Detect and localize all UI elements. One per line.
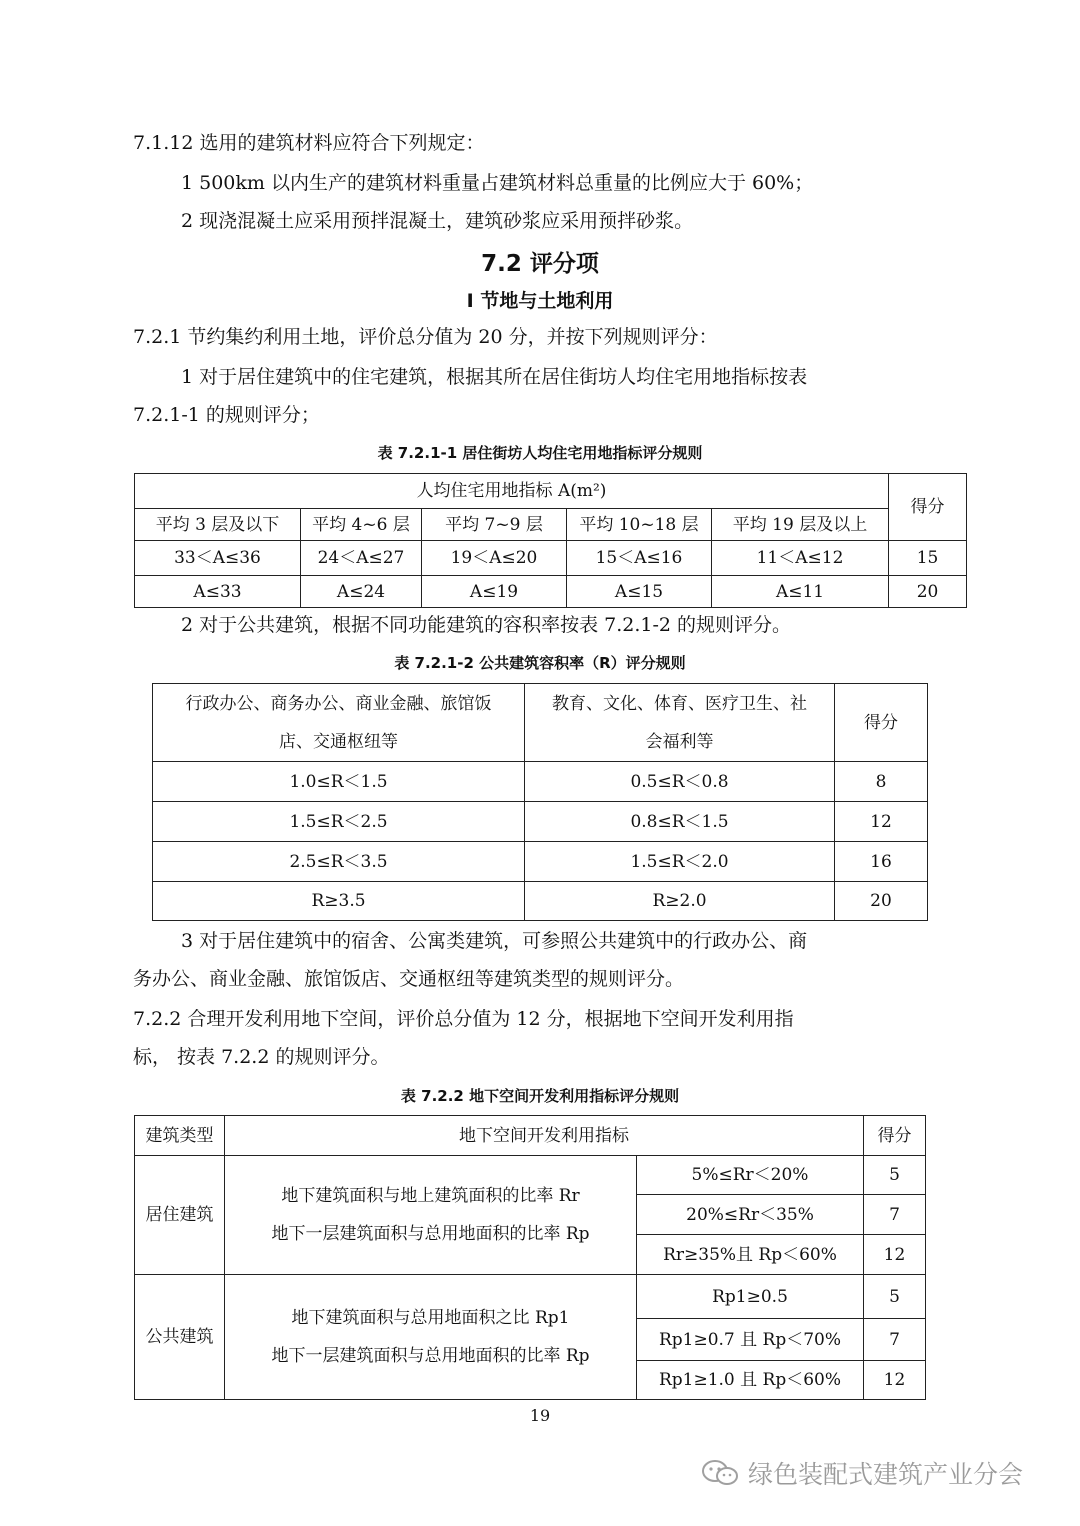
- subsection-title: Ⅰ 节地与土地利用: [466, 290, 614, 312]
- table2-score-header: 得分: [835, 684, 928, 762]
- table2-header-admin-line2: 店、交通枢纽等: [279, 731, 398, 752]
- table2-cell: R≥3.5: [153, 882, 525, 921]
- table3-cell: 20%≤Rr＜35%: [637, 1195, 864, 1235]
- table1-col-header: 平均 10~18 层: [567, 509, 712, 541]
- table2-score-cell: 8: [835, 762, 928, 802]
- clause-7-2-1-item-3-line-2: 务办公、商业金融、旅馆饭店、交通枢纽等建筑类型的规则评分。: [133, 968, 685, 990]
- table1-score-cell: 15: [889, 541, 967, 576]
- table3-residential-line1: 地下建筑面积与地上建筑面积的比率 Rr: [281, 1186, 580, 1206]
- table3-index-public: [225, 1275, 637, 1400]
- table1-col-header: 平均 19 层及以上: [712, 509, 889, 541]
- table1-caption: 表 7.2.1-1 居住街坊人均住宅用地指标评分规则: [377, 444, 703, 462]
- table1-cell: 33＜A≤36: [135, 541, 301, 576]
- table3-score-cell: 5: [864, 1275, 926, 1319]
- table3-score-cell: 12: [864, 1361, 926, 1400]
- table3-caption: 表 7.2.2 地下空间开发利用指标评分规则: [400, 1087, 680, 1105]
- table1-cell: 15＜A≤16: [567, 541, 712, 576]
- table2-cell: 1.0≤R＜1.5: [153, 762, 525, 802]
- table1: [134, 473, 967, 608]
- clause-7-1-12-item-2: 2 现浇混凝土应采用预拌混凝土，建筑砂浆应采用预拌砂浆。: [181, 210, 694, 232]
- table3-cell: Rp1≥0.5: [637, 1275, 864, 1319]
- watermark: [700, 1455, 1023, 1491]
- table1-cell: A≤24: [301, 576, 422, 608]
- watermark-text: 绿色装配式建筑产业分会: [748, 1460, 1024, 1489]
- table1-cell: A≤11: [712, 576, 889, 608]
- table2-score-cell: 12: [835, 802, 928, 842]
- table3-type-public: 公共建筑: [135, 1275, 225, 1400]
- table1-col-header: 平均 7~9 层: [422, 509, 567, 541]
- table3-header-index: 地下空间开发利用指标: [225, 1116, 864, 1156]
- clause-7-2-1-item-3-line-1: 3 对于居住建筑中的宿舍、公寓类建筑，可参照公共建筑中的行政办公、商: [181, 930, 808, 952]
- table2-score-cell: 16: [835, 842, 928, 882]
- clause-7-1-12-item-1: 1 500km 以内生产的建筑材料重量占建筑材料总重量的比例应大于 60%；: [181, 172, 814, 194]
- table3-score-cell: 7: [864, 1319, 926, 1361]
- table3-index-residential: [225, 1156, 637, 1275]
- table2-cell: 0.8≤R＜1.5: [525, 802, 835, 842]
- table3-header-score: 得分: [864, 1116, 926, 1156]
- table1-score-header: 得分: [889, 474, 967, 541]
- table3-score-cell: 12: [864, 1235, 926, 1275]
- clause-7-2-1-item-1-line-2: 7.2.1-1 的规则评分；: [133, 404, 320, 426]
- table2-cell: 1.5≤R＜2.0: [525, 842, 835, 882]
- table2-header-education: [525, 684, 835, 762]
- table1-cell: 11＜A≤12: [712, 541, 889, 576]
- table3-score-cell: 5: [864, 1156, 926, 1195]
- table3-cell: Rr≥35%且 Rp＜60%: [637, 1235, 864, 1275]
- clause-7-1-12: 7.1.12 选用的建筑材料应符合下列规定：: [133, 132, 485, 154]
- table2-cell: 2.5≤R＜3.5: [153, 842, 525, 882]
- table1-cell: A≤15: [567, 576, 712, 608]
- table1-cell: 19＜A≤20: [422, 541, 567, 576]
- table1-col-header: 平均 3 层及以下: [135, 509, 301, 541]
- table2-cell: 0.5≤R＜0.8: [525, 762, 835, 802]
- section-title: 7.2 评分项: [481, 251, 599, 277]
- clause-7-2-1-item-2: 2 对于公共建筑，根据不同功能建筑的容积率按表 7.2.1-2 的规则评分。: [181, 614, 792, 636]
- table2-score-cell: 20: [835, 882, 928, 921]
- clause-7-2-1: 7.2.1 节约集约利用土地，评价总分值为 20 分，并按下列规则评分：: [133, 326, 718, 348]
- table1-score-cell: 20: [889, 576, 967, 608]
- table2-header-admin-line1: 行政办公、商务办公、商业金融、旅馆饭: [185, 693, 492, 714]
- table2-cell: R≥2.0: [525, 882, 835, 921]
- page-number: 19: [529, 1406, 551, 1425]
- table3-cell: 5%≤Rr＜20%: [637, 1156, 864, 1195]
- table1-col-header: 平均 4~6 层: [301, 509, 422, 541]
- table2-header-education-line1: 教育、文化、体育、医疗卫生、社: [552, 693, 807, 714]
- table3-header-type: 建筑类型: [135, 1116, 225, 1156]
- table3-cell: Rp1≥0.7 且 Rp＜70%: [637, 1319, 864, 1361]
- table3-residential-line2: 地下一层建筑面积与总用地面积的比率 Rp: [271, 1224, 590, 1244]
- table3-public-line1: 地下建筑面积与总用地面积之比 Rp1: [291, 1308, 570, 1328]
- table3-type-residential: 居住建筑: [135, 1156, 225, 1275]
- wechat-icon: [700, 1458, 740, 1488]
- clause-7-2-2-line-1: 7.2.2 合理开发利用地下空间，评价总分值为 12 分，根据地下空间开发利用指: [133, 1008, 794, 1030]
- table2-header-education-line2: 会福利等: [645, 731, 714, 752]
- clause-7-2-2-line-2: 标， 按表 7.2.2 的规则评分。: [133, 1046, 390, 1068]
- clause-7-2-1-item-1-line-1: 1 对于居住建筑中的住宅建筑，根据其所在居住街坊人均住宅用地指标按表: [181, 366, 808, 388]
- table2: [152, 683, 928, 921]
- table2-header-admin: [153, 684, 525, 762]
- table1-cell: A≤19: [422, 576, 567, 608]
- table3: [134, 1115, 926, 1400]
- table3-public-line2: 地下一层建筑面积与总用地面积的比率 Rp: [271, 1346, 590, 1366]
- table3-score-cell: 7: [864, 1195, 926, 1235]
- table2-cell: 1.5≤R＜2.5: [153, 802, 525, 842]
- table2-caption: 表 7.2.1-2 公共建筑容积率（R）评分规则: [394, 654, 686, 672]
- table1-cell: A≤33: [135, 576, 301, 608]
- table1-cell: 24＜A≤27: [301, 541, 422, 576]
- table3-cell: Rp1≥1.0 且 Rp＜60%: [637, 1361, 864, 1400]
- table1-group-header: 人均住宅用地指标 A(m²): [135, 474, 889, 509]
